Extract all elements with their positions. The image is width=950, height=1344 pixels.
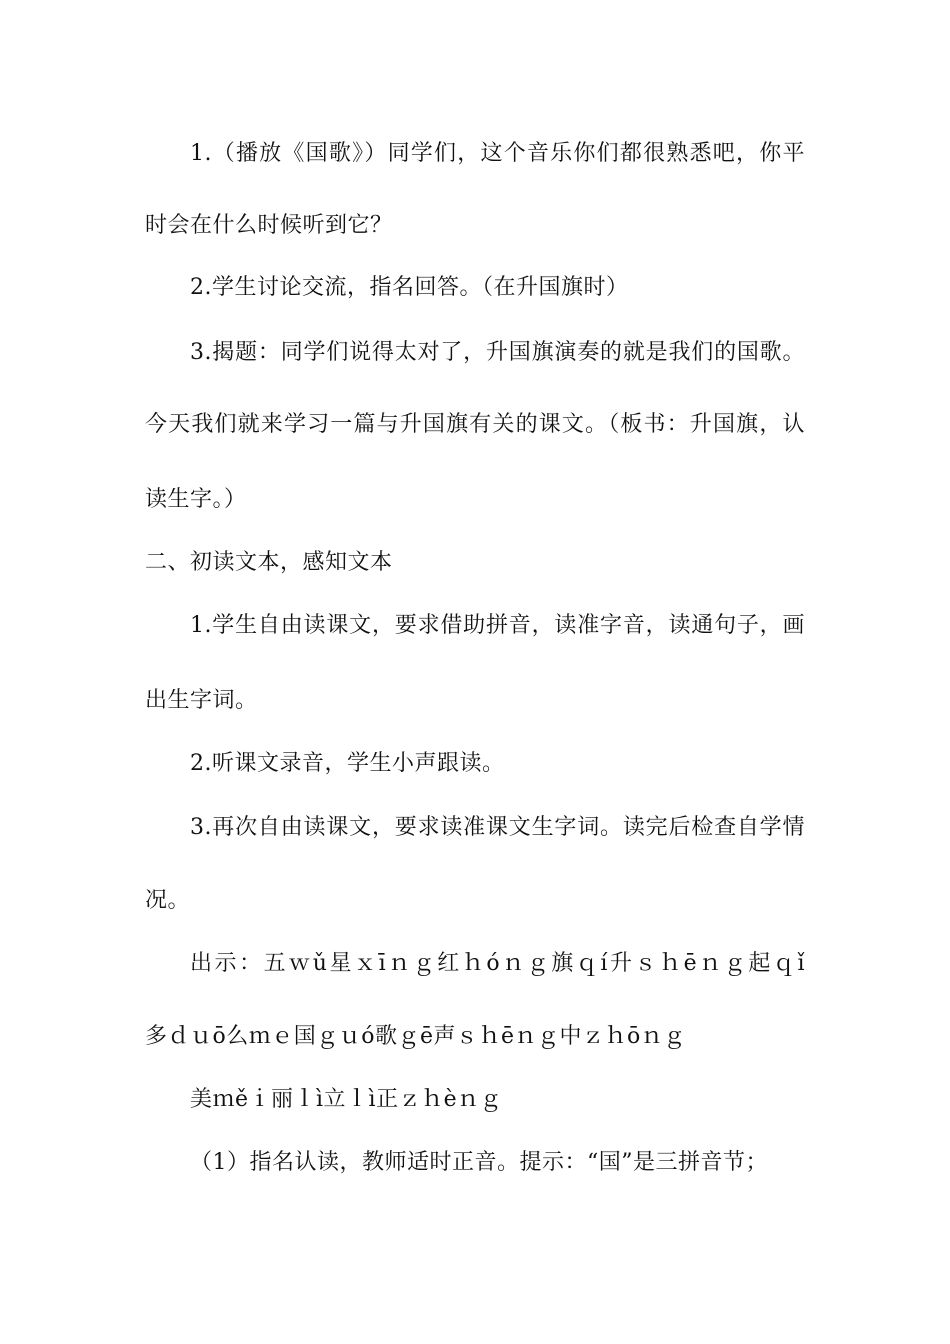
section-heading: 二、初读文本，感知文本 bbox=[145, 550, 393, 575]
paragraph-line-10: 2.听课文录音，学生小声跟读。 bbox=[190, 751, 505, 776]
pinyin-line-2: 多ｄｕō么ｍｅ国ｇｕó歌ｇē声ｓｈēｎｇ中ｚｈōｎｇ bbox=[145, 1024, 686, 1049]
paragraph-line-12: 况。 bbox=[145, 888, 191, 913]
paragraph-line-6: 读生字。） bbox=[145, 487, 247, 512]
pinyin-line-3: 美ｍěｉ丽ｌì立ｌì正ｚｈèｎｇ bbox=[190, 1087, 503, 1112]
paragraph-line-11: 3.再次自由读课文，要求读准课文生字词。读完后检查自学情 bbox=[190, 815, 805, 840]
paragraph-line-8: 1.学生自由读课文，要求借助拼音，读准字音，读通句子，画 bbox=[190, 613, 805, 638]
pinyin-line-1: 出示：五ｗǔ星ｘīｎｇ红ｈóｎｇ旗ｑí升ｓｈēｎｇ起ｑǐ bbox=[190, 951, 805, 976]
paragraph-line-5: 今天我们就来学习一篇与升国旗有关的课文。（板书：升国旗，认 bbox=[145, 412, 805, 437]
paragraph-line-3: 2.学生讨论交流，指名回答。（在升国旗时） bbox=[190, 275, 629, 300]
paragraph-line-16: （1）指名认读，教师适时正音。提示：“国”是三拼音节； bbox=[190, 1150, 768, 1175]
paragraph-line-2: 时会在什么时候听到它？ bbox=[145, 213, 393, 238]
paragraph-line-9: 出生字词。 bbox=[145, 688, 258, 713]
paragraph-line-1: 1.（播放《国歌》）同学们，这个音乐你们都很熟悉吧，你平 bbox=[190, 141, 805, 166]
paragraph-line-4: 3.揭题：同学们说得太对了，升国旗演奏的就是我们的国歌。 bbox=[190, 340, 805, 365]
